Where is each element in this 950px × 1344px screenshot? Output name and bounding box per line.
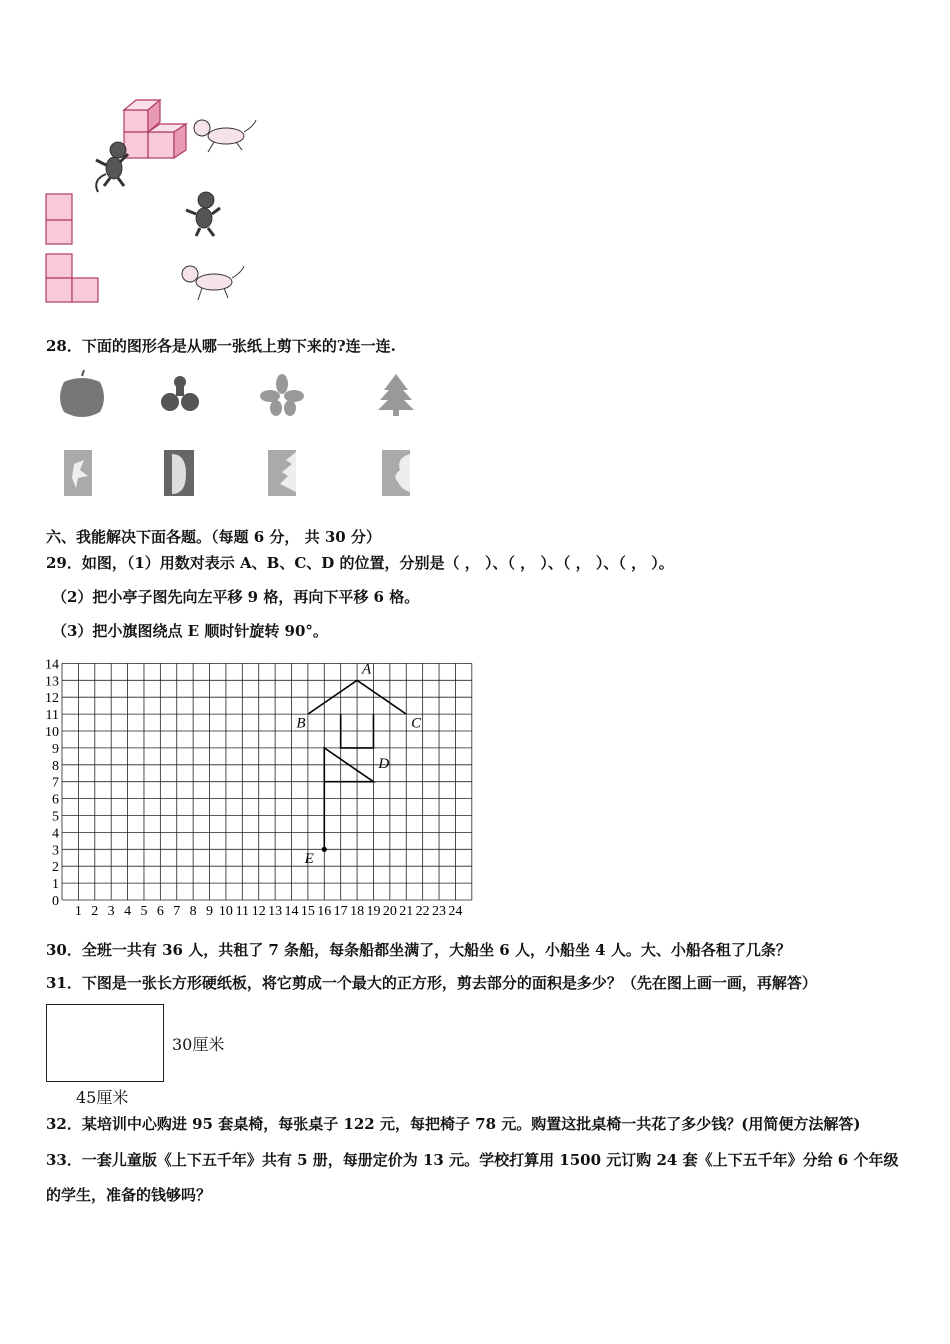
x-tick-label: 8 xyxy=(189,904,197,919)
x-tick-label: 19 xyxy=(366,904,381,919)
y-tick-label: 7 xyxy=(52,775,59,791)
x-tick-label: 24 xyxy=(448,904,463,919)
q29-grid xyxy=(40,652,490,922)
y-tick-label: 10 xyxy=(45,725,59,740)
q30-text: 30．全班一共有 36 人，共租了 7 条船，每条船都坐满了，大船坐 6 人，小船坐 4 人。大、小船各租了几条？ xyxy=(46,941,791,959)
y-tick-label: 5 xyxy=(52,809,59,825)
y-tick-label: 3 xyxy=(52,843,59,859)
q29-line3: （3）把小旗图绕点 E 顺时针旋转 90°。 xyxy=(52,622,328,640)
y-tick-label: 8 xyxy=(52,758,59,774)
q33-line1: 33．一套儿童版《上下五千年》共有 5 册，每册定价为 13 元。学校打算用 1500 元订购 24 套《上下五千年》分给 6 个年级 xyxy=(46,1151,899,1169)
x-tick-label: 23 xyxy=(432,904,447,919)
view-shape-2 xyxy=(46,254,98,302)
y-tick-label: 4 xyxy=(52,826,59,842)
dog-icon xyxy=(194,120,256,152)
flag-figure xyxy=(322,748,374,852)
paper-cut-3-icon xyxy=(268,450,296,496)
point-label-d: D xyxy=(378,756,390,773)
x-tick-label: 4 xyxy=(124,904,132,919)
q27-figure xyxy=(40,90,260,310)
x-tick-label: 16 xyxy=(317,904,332,919)
y-tick-label: 12 xyxy=(45,691,59,707)
x-tick-label: 3 xyxy=(107,904,115,919)
view-shape-1 xyxy=(46,194,72,244)
x-tick-label: 18 xyxy=(350,904,365,919)
point-labels xyxy=(296,662,422,867)
q29-line2: （2）把小亭子图先向左平移 9 格，再向下平移 6 格。 xyxy=(52,588,420,606)
flower-shape-icon xyxy=(260,374,304,416)
point-label-e: E xyxy=(304,850,314,867)
x-tick-label: 10 xyxy=(218,904,233,919)
monkey-icon xyxy=(96,142,128,192)
point-label-c: C xyxy=(411,715,422,732)
x-tick-label: 12 xyxy=(251,904,266,919)
point-label-a: A xyxy=(361,661,372,678)
q28-text: 28．下面的图形各是从哪一张纸上剪下来的?连一连. xyxy=(46,337,396,355)
x-tick-label: 9 xyxy=(206,904,214,919)
x-tick-label: 22 xyxy=(415,904,430,919)
paper-cut-1-icon xyxy=(64,450,92,496)
cardboard-rectangle xyxy=(46,1004,164,1082)
x-tick-label: 2 xyxy=(91,904,99,919)
section6-title: 六、我能解决下面各题。（每题 6 分， 共 30 分） xyxy=(46,528,381,546)
q32-text: 32．某培训中心购进 95 套桌椅，每张桌子 122 元，每把椅子 78 元。购置这批桌椅一共花了多少钱？(用简便方法解答) xyxy=(46,1115,861,1133)
q31-text: 31．下图是一张长方形硬纸板，将它剪成一个最大的正方形，剪去部分的面积是多少？（先在图上画一画，再解答） xyxy=(46,974,817,992)
x-tick-label: 7 xyxy=(173,904,181,919)
y-tick-label: 13 xyxy=(45,674,59,690)
q29-line1: 29．如图，（1）用数对表示 A、B、C、D 的位置，分别是（ ， ）、（ ， ）、（ ， ）、（ ， ）。 xyxy=(46,554,674,572)
y-tick-label: 6 xyxy=(52,792,59,808)
x-axis-labels xyxy=(75,904,463,919)
x-tick-label: 11 xyxy=(235,904,250,919)
q28-figures xyxy=(50,368,430,508)
grid-lines xyxy=(62,663,472,900)
x-tick-label: 15 xyxy=(300,904,315,919)
cube-stack xyxy=(124,100,186,158)
y-axis-labels xyxy=(45,657,59,909)
y-tick-label: 11 xyxy=(45,708,59,724)
q31-side-label: 30厘米 xyxy=(172,1035,225,1054)
x-tick-label: 5 xyxy=(140,904,148,919)
y-tick-label: 14 xyxy=(45,657,59,673)
x-tick-label: 1 xyxy=(74,904,82,919)
x-tick-label: 17 xyxy=(333,904,348,919)
tree-shape-icon xyxy=(378,374,414,416)
paper-cut-4-icon xyxy=(382,450,410,496)
monkey-icon xyxy=(186,192,220,236)
point-label-b: B xyxy=(296,715,306,732)
point-e-dot xyxy=(322,847,327,852)
paper-cut-2-icon xyxy=(164,450,194,496)
x-tick-label: 13 xyxy=(268,904,283,919)
dog-icon xyxy=(182,266,244,300)
y-tick-label: 0 xyxy=(52,894,59,909)
x-tick-label: 21 xyxy=(399,904,414,919)
x-tick-label: 6 xyxy=(156,904,164,919)
x-tick-label: 20 xyxy=(382,904,397,919)
y-tick-label: 2 xyxy=(52,860,59,876)
y-tick-label: 9 xyxy=(52,741,59,757)
y-tick-label: 1 xyxy=(52,877,59,893)
x-tick-label: 14 xyxy=(284,904,299,919)
gourd-shape-icon xyxy=(161,376,199,411)
q31-bottom-label: 45厘米 xyxy=(76,1088,129,1107)
apple-shape-icon xyxy=(60,370,104,417)
q33-line2: 的学生，准备的钱够吗？ xyxy=(46,1186,212,1204)
